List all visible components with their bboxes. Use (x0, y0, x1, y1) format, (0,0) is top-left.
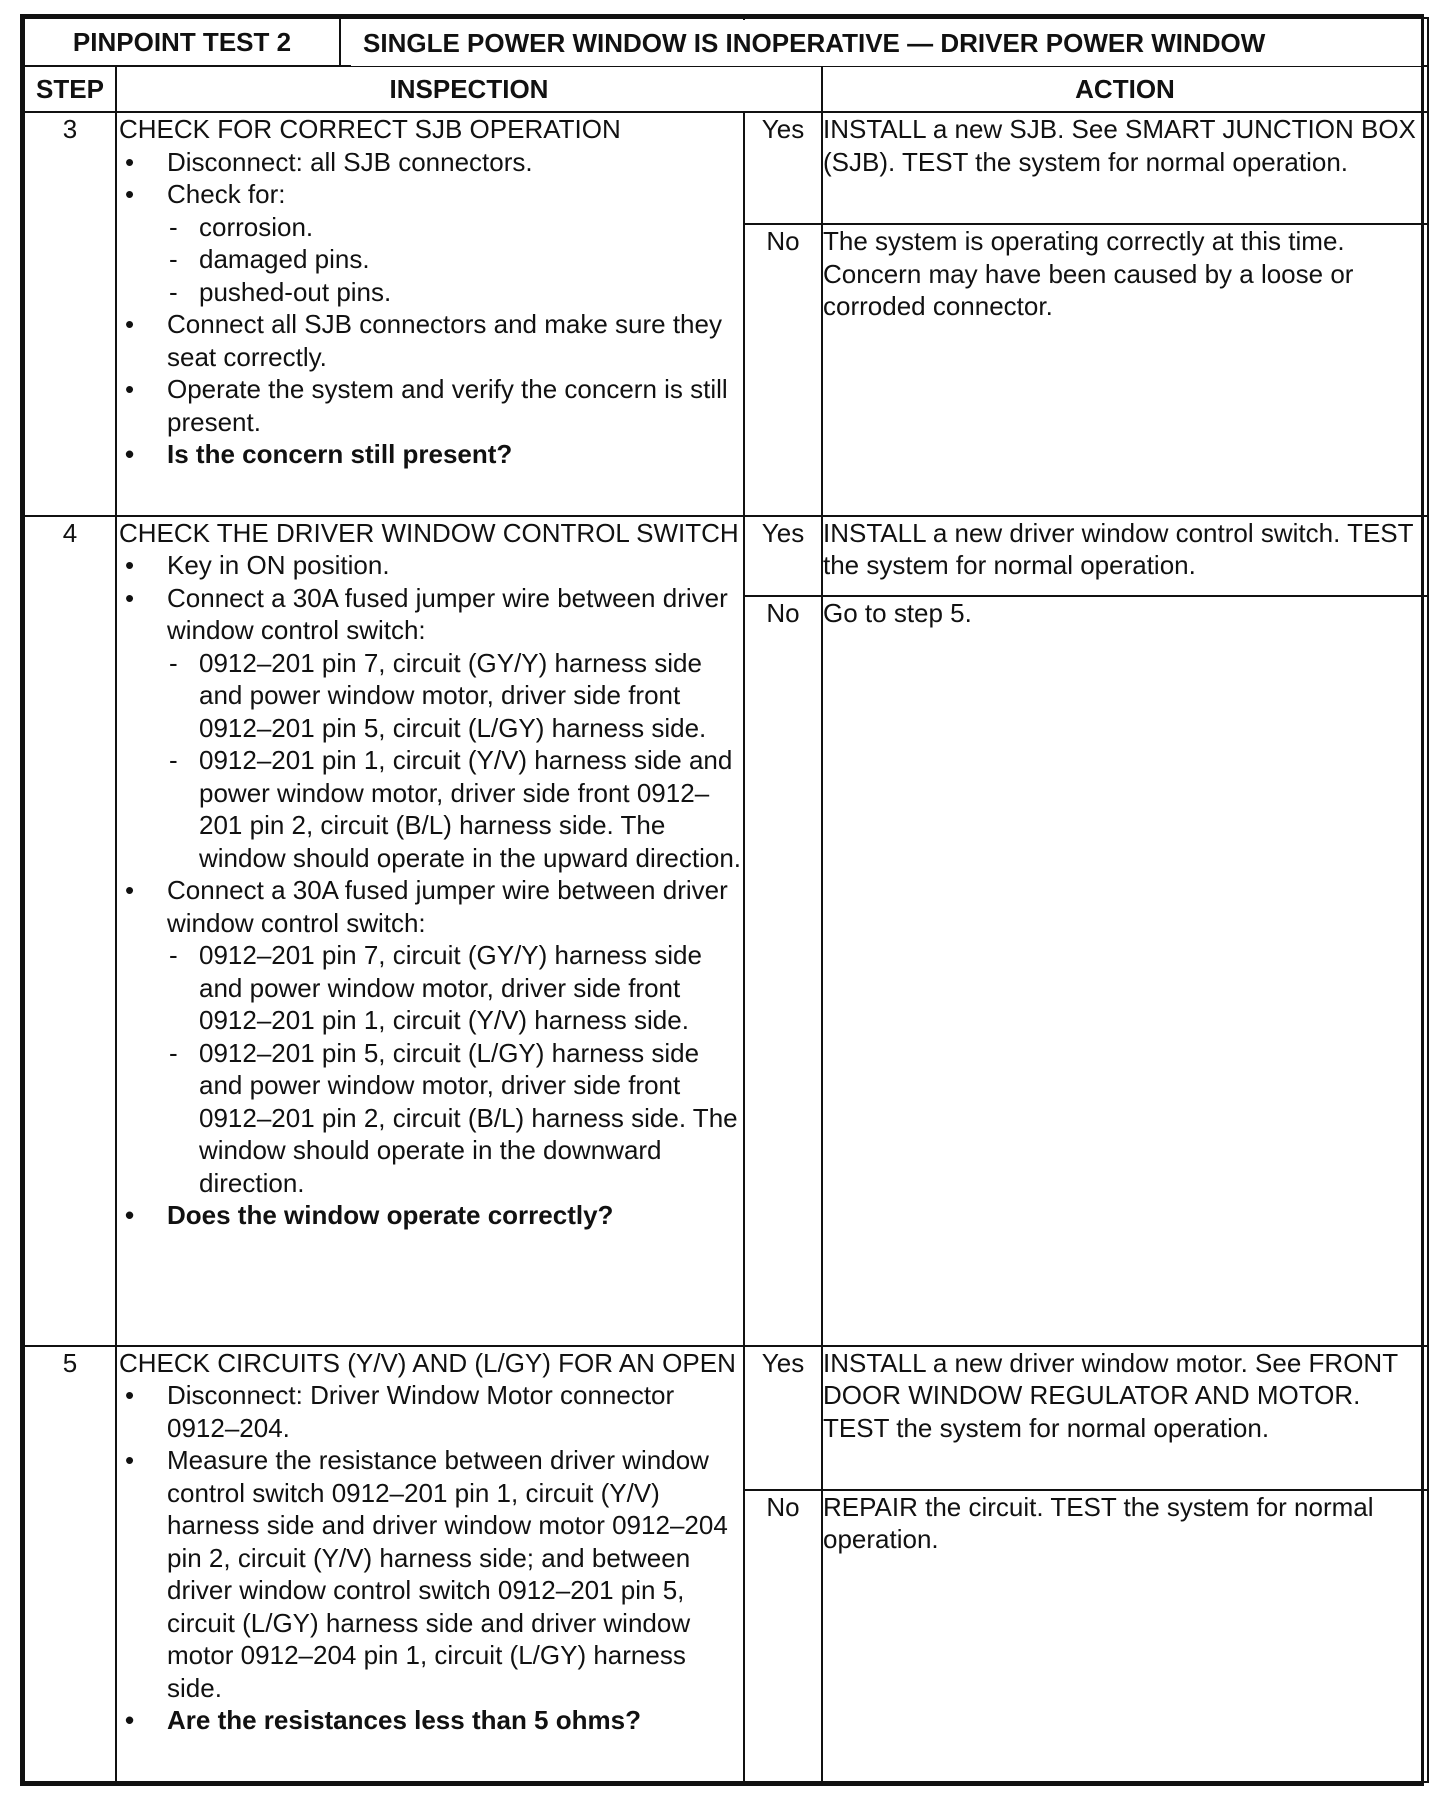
inspection-question: • Does the window operate correctly? (117, 1199, 743, 1232)
step-3-inspection (116, 112, 744, 516)
inspection-list (117, 1379, 743, 1737)
sub-item: - 0912–201 pin 1, circuit (Y/V) harness side and power window motor, driver side front 0912–201 pin 2, circuit (B/L) harness side. The window should operate in the upward direction. (167, 744, 743, 874)
inspection-item: • Operate the system and verify the concern is still present. (117, 373, 743, 438)
inspection-question: • Is the concern still present? (117, 438, 743, 471)
step-title: CHECK THE DRIVER WINDOW CONTROL SWITCH (119, 517, 739, 548)
action-column-header: ACTION (822, 66, 1428, 112)
pinpoint-test-sheet (20, 14, 1424, 1786)
inspection-list (117, 146, 743, 471)
sub-item: - 0912–201 pin 5, circuit (L/GY) harness side and power window motor, driver side front 0912–201 pin 2, circuit (B/L) harness side. The window should operate in the downward direction. (167, 1037, 743, 1200)
yes-label: Yes (744, 112, 822, 224)
inspection-list (117, 549, 743, 1232)
step-3-yes-row (24, 112, 1428, 224)
inspection-item: • Measure the resistance between driver window control switch 0912–201 pin 1, circuit (Y/V) harness side and driver window motor 0912–204 pin 2, circuit (Y/V) harness side; and between driver window control switch 0912–201 pin 5, circuit (L/GY) harness side and driver window motor 0912–204 pin 1, circuit (L/GY) harness side. (117, 1444, 743, 1704)
step-column-header: STEP (24, 66, 116, 112)
step-title: CHECK FOR CORRECT SJB OPERATION (119, 114, 621, 144)
no-label: No (744, 596, 822, 1346)
column-header-row (24, 66, 1428, 112)
step-5-inspection (116, 1346, 744, 1782)
yes-label: Yes (744, 516, 822, 596)
step-title: CHECK CIRCUITS (Y/V) AND (L/GY) FOR AN OPEN (119, 1347, 736, 1378)
yes-action: INSTALL a new driver window control switch. TEST the system for normal operation. (822, 516, 1428, 596)
no-action: The system is operating correctly at this time. Concern may have been caused by a loose or corroded connector. (822, 224, 1428, 516)
no-action: Go to step 5. (822, 596, 1428, 1346)
inspection-item: • Connect a 30A fused jumper wire between driver window control switch: - 0912–201 pin 7, circuit (GY/Y) harness side and power window motor, driver side front 0912–201 pin 5, circuit (L/GY) harness side. - 0912–201 pin 1, circuit (Y/V) harness side and power window motor, driver side front 0912–201 pin 2, circuit (B/L) harness side. The window should operate in the upward direction. (117, 582, 743, 875)
sub-item: - pushed-out pins. (167, 276, 743, 309)
no-label: No (744, 224, 822, 516)
inspection-item: • Key in ON position. (117, 549, 743, 582)
sub-item: - corrosion. (167, 211, 743, 244)
sub-list (167, 647, 743, 875)
inspection-item: • Check for: - corrosion. - damaged pins. - pushed-out pins. (117, 178, 743, 308)
test-label: PINPOINT TEST 2 (25, 19, 341, 65)
inspection-column-header: INSPECTION (116, 66, 822, 112)
inspection-question: • Are the resistances less than 5 ohms? (117, 1704, 743, 1737)
pinpoint-test-table (23, 17, 1429, 1783)
sub-item: - damaged pins. (167, 243, 743, 276)
test-title: SINGLE POWER WINDOW IS INOPERATIVE — DRIVER POWER WINDOW (351, 20, 1421, 66)
step-number: 4 (24, 516, 116, 1346)
sub-list (167, 939, 743, 1199)
step-number: 5 (24, 1346, 116, 1782)
step-4-inspection (116, 516, 744, 1346)
step-4-yes-row (24, 516, 1428, 596)
step-number: 3 (24, 112, 116, 516)
inspection-item: • Connect a 30A fused jumper wire between driver window control switch: - 0912–201 pin 7, circuit (GY/Y) harness side and power window motor, driver side front 0912–201 pin 1, circuit (Y/V) harness side. - 0912–201 pin 5, circuit (L/GY) harness side and power window motor, driver side front 0912–201 pin 2, circuit (B/L) harness side. The window should operate in the downward direction. (117, 874, 743, 1199)
inspection-item: • Connect all SJB connectors and make sure they seat correctly. (117, 308, 743, 373)
inspection-item: • Disconnect: Driver Window Motor connector 0912–204. (117, 1379, 743, 1444)
sub-item: - 0912–201 pin 7, circuit (GY/Y) harness side and power window motor, driver side front 0912–201 pin 5, circuit (L/GY) harness side. (167, 647, 743, 745)
sub-item: - 0912–201 pin 7, circuit (GY/Y) harness side and power window motor, driver side front 0912–201 pin 1, circuit (Y/V) harness side. (167, 939, 743, 1037)
no-action: REPAIR the circuit. TEST the system for normal operation. (822, 1490, 1428, 1782)
sub-list (167, 211, 743, 309)
no-label: No (744, 1490, 822, 1782)
yes-action: INSTALL a new SJB. See SMART JUNCTION BOX (SJB). TEST the system for normal operation. (822, 112, 1428, 224)
inspection-item: • Disconnect: all SJB connectors. (117, 146, 743, 179)
yes-label: Yes (744, 1346, 822, 1490)
yes-action: INSTALL a new driver window motor. See FRONT DOOR WINDOW REGULATOR AND MOTOR. TEST the system for normal operation. (822, 1346, 1428, 1490)
step-5-yes-row (24, 1346, 1428, 1490)
